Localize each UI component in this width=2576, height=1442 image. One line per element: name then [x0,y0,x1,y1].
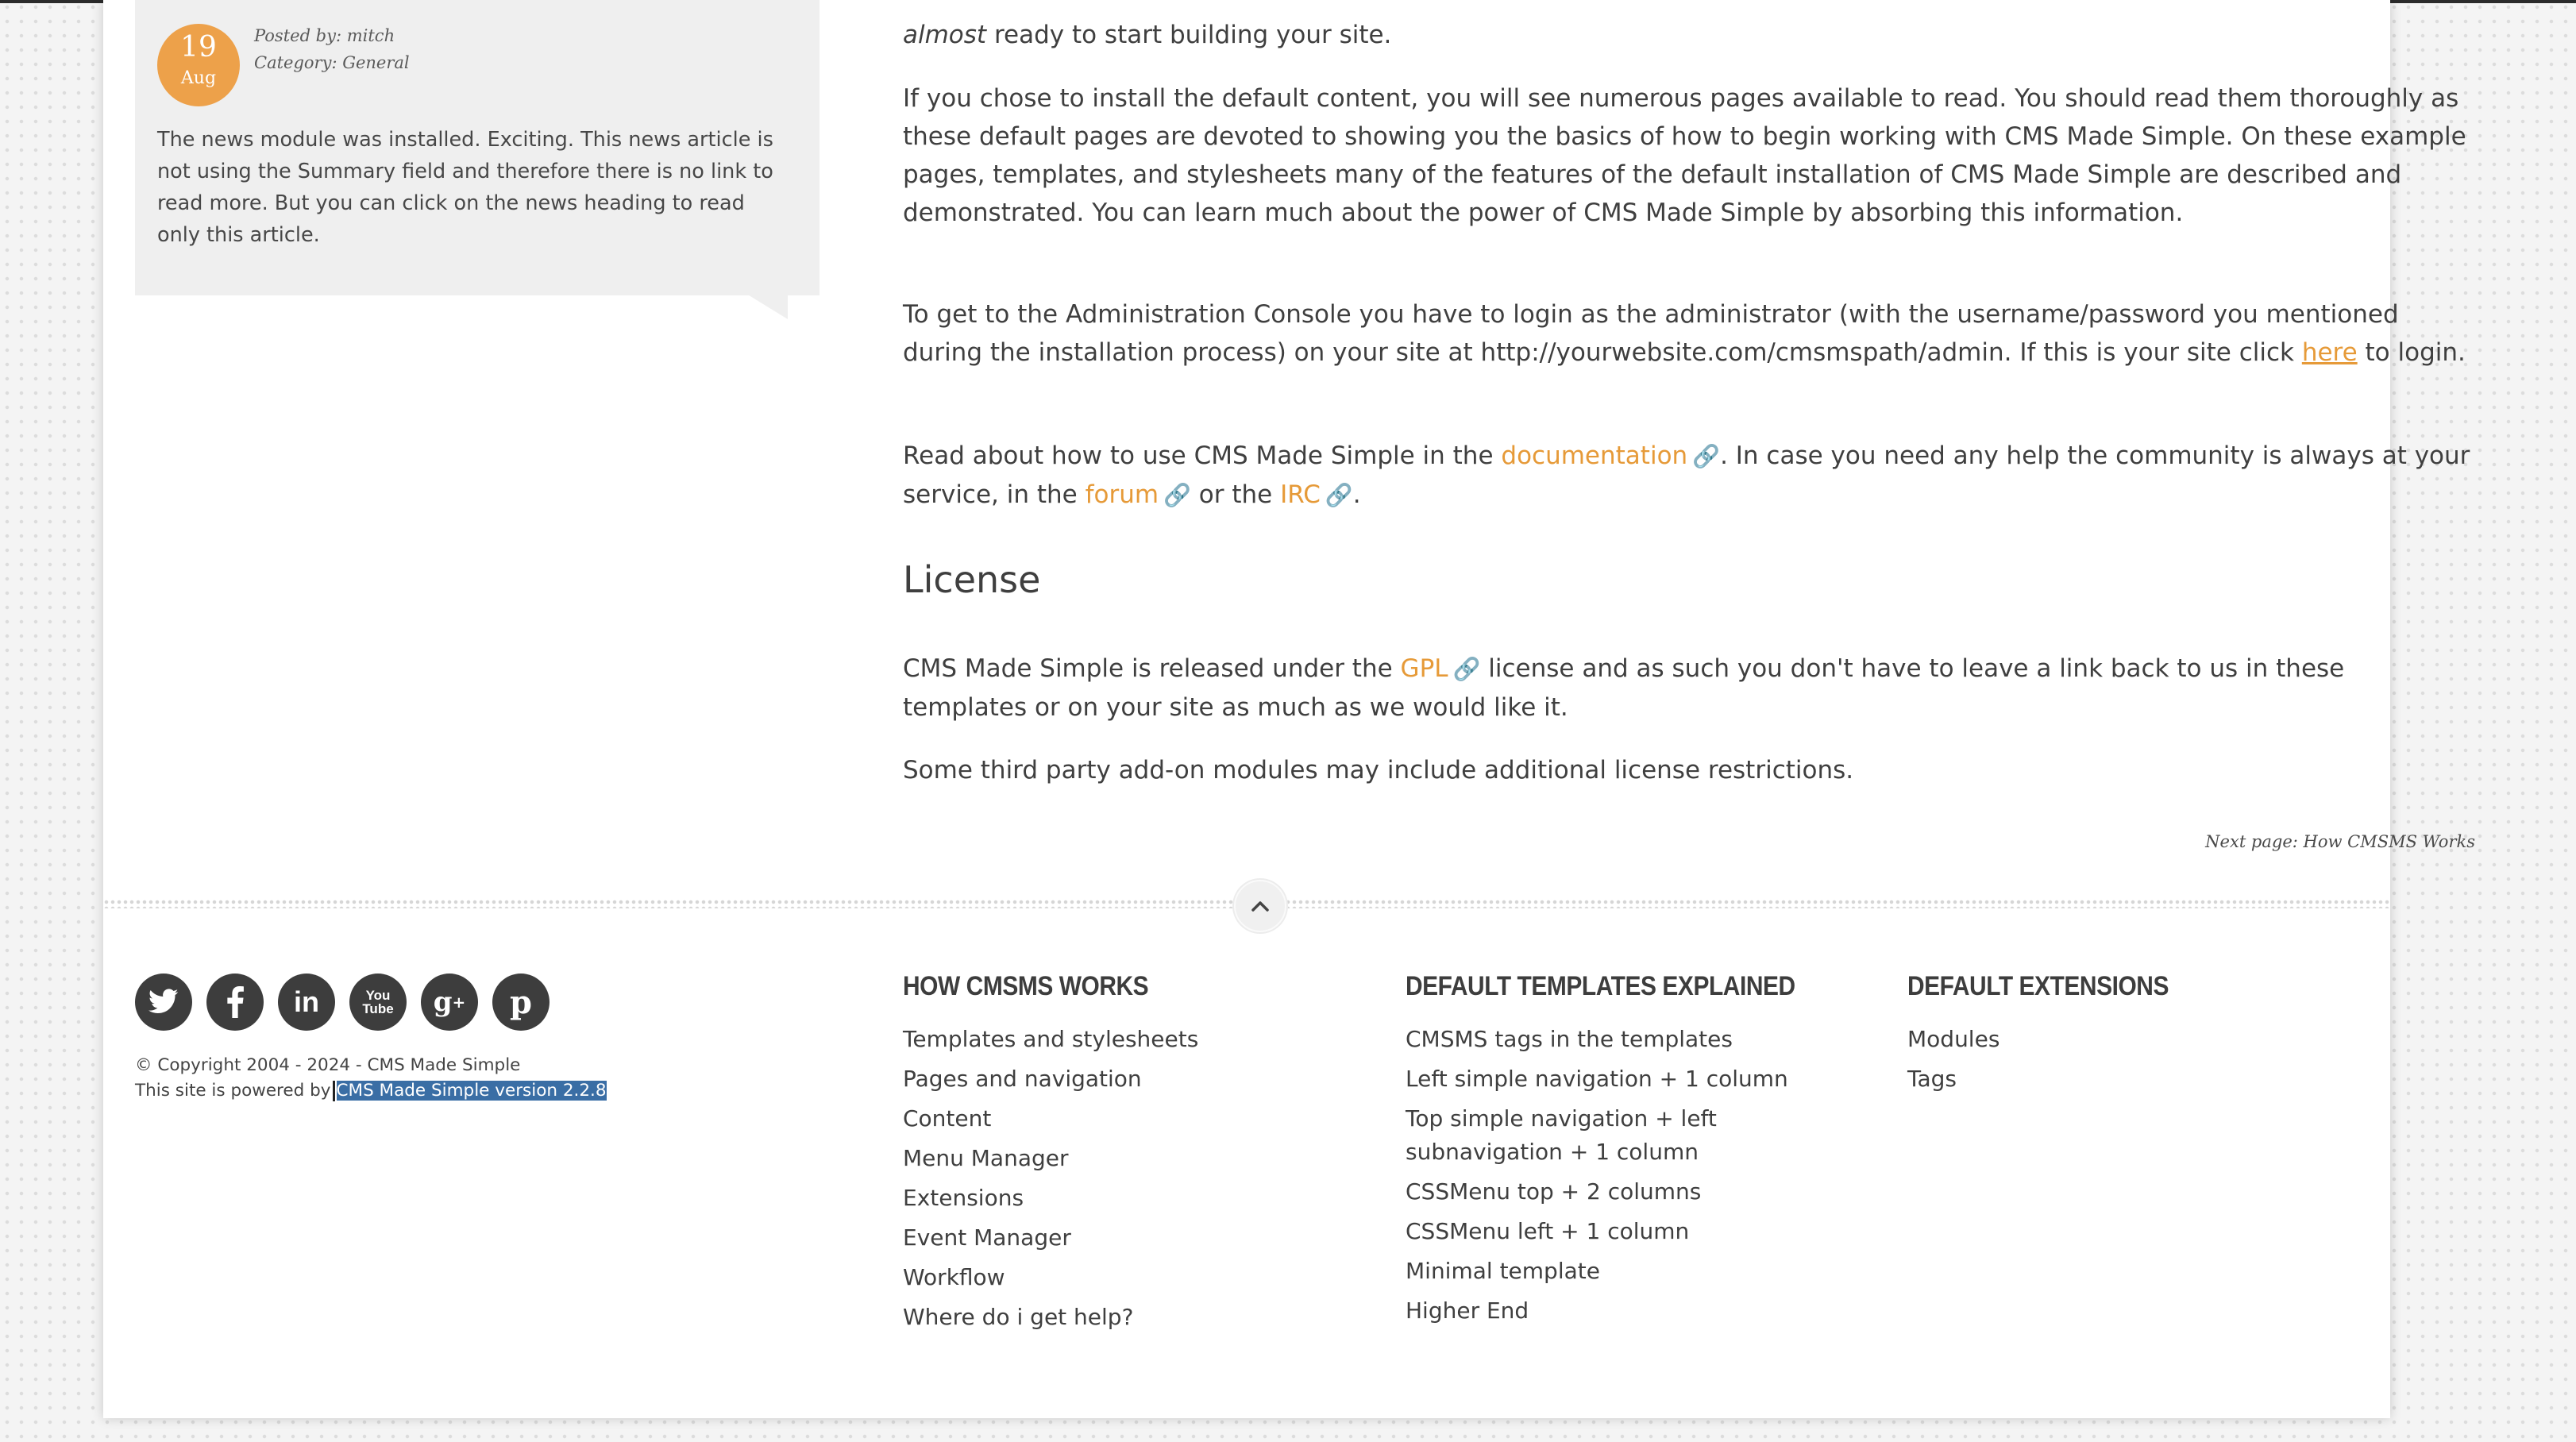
scroll-to-top-button[interactable] [1234,880,1286,932]
doc-text-d: . [1352,480,1361,509]
footer-link[interactable]: Content [903,1105,992,1132]
pinterest-icon[interactable]: p [492,974,550,1031]
copyright-text: © Copyright 2004 - 2024 - CMS Made Simple [135,1055,521,1075]
doc-text-a: Read about how to use CMS Made Simple in the [903,441,1502,470]
paragraph-third-party: Some third party add-on modules may include additional license restrictions. [903,756,1854,785]
youtube-icon[interactable]: You Tube [349,974,407,1031]
license-heading: License [903,558,1041,601]
paragraph-admin-console [903,295,2475,372]
footer-list-default-templates [1406,1023,1866,1328]
text-cursor-icon [333,1081,335,1101]
irc-link-label: IRC [1280,480,1321,509]
footer-link[interactable]: Extensions [903,1185,1024,1211]
news-box-tail [746,294,788,319]
footer-list-how-cmsms-works [903,1023,1379,1334]
admin-text-a: To get to the Administration Console you have to login as the administrator (with the username/password you mentioned during the installation process) on your site at http://yourwebsite.com/cmsmspath/admin. If this is your site click [903,300,2399,367]
footer-link[interactable]: Menu Manager [903,1145,1069,1171]
footer-list-default-extensions [1907,1023,2352,1096]
external-link-icon: 🔗 [1163,482,1191,508]
powered-by-prefix: This site is powered by [135,1081,331,1101]
forum-link-label: forum [1085,480,1159,509]
footer-link[interactable]: CSSMenu left + 1 column [1406,1218,1690,1244]
news-posted-by: Posted by: mitch [254,26,395,45]
news-date-month: Aug [180,68,217,88]
footer-link[interactable]: Workflow [903,1264,1005,1290]
footer-heading-how-cmsms-works: HOW CMSMS WORKS [903,971,1149,1001]
irc-link[interactable] [1280,480,1353,509]
facebook-icon[interactable] [206,974,264,1031]
footer-column-how-cmsms-works [903,969,1379,1340]
news-meta [254,22,410,76]
emphasis-almost: almost [903,21,987,49]
gpl-link-label: GPL [1400,654,1448,683]
news-date-badge [157,24,240,106]
chevron-up-icon [1250,899,1271,913]
forum-link[interactable] [1086,480,1191,509]
documentation-link[interactable] [1501,441,1720,470]
admin-text-b: to login. [2357,338,2466,367]
intro-end-text: ready to start building your site. [986,21,1392,49]
gpl-link[interactable] [1401,654,1481,683]
news-article-box [135,0,819,295]
login-here-link[interactable]: here [2301,338,2358,367]
page-container [103,0,2475,1418]
footer-link[interactable]: CMSMS tags in the templates [1406,1026,1733,1052]
social-icons [135,974,550,1031]
footer-column-default-extensions [1907,969,2352,1102]
footer-link[interactable]: CSSMenu top + 2 columns [1406,1178,1702,1205]
copyright-block [135,1053,607,1104]
footer-link[interactable]: Higher End [1406,1297,1529,1324]
news-body: The news module was installed. Exciting. This news article is not using the Summary field and therefore there is no link to read more. But you can click on the news heading to read only this article. [157,128,773,247]
paragraph-documentation [903,437,2475,515]
paragraph-license [903,650,2475,727]
doc-text-b: . In case you need any help the community is always at your service, in the [903,441,2470,509]
license-text-b: license and as such you don't have to leave a link back to us in these templates or on your site as much as we would like it. [903,654,2345,722]
doc-text-c: or the [1190,480,1281,509]
footer-link[interactable]: Templates and stylesheets [903,1026,1199,1052]
next-page-link[interactable]: Next page: How CMSMS Works [2205,832,2475,851]
google-plus-icon[interactable]: g + [421,974,478,1031]
license-text-a: CMS Made Simple is released under the [903,654,1401,683]
paragraph-default-content: If you chose to install the default content, you will see numerous pages available to read. You should read them thoroughly as these default pages are devoted to showing you the basics of how to begin working with CMS Made Simple. On these example pages, templates, and stylesheets many of the features of the default installation of CMS Made Simple are described and demonstrated. You can learn much about the power of CMS Made Simple by absorbing this information. [903,84,2466,227]
documentation-link-label: documentation [1501,441,1688,470]
footer-link[interactable]: Event Manager [903,1224,1071,1251]
footer-link[interactable]: Left simple navigation + 1 column [1406,1066,1788,1092]
footer-link[interactable]: Pages and navigation [903,1066,1142,1092]
twitter-icon[interactable] [135,974,192,1031]
footer-link[interactable]: Minimal template [1406,1258,1600,1284]
footer-link[interactable]: Modules [1907,1026,2000,1052]
footer-heading-default-templates: DEFAULT TEMPLATES EXPLAINED [1406,971,1795,1001]
powered-by-line [135,1078,607,1104]
paragraph-intro-end [903,16,1391,54]
footer-heading-default-extensions: DEFAULT EXTENSIONS [1907,971,2169,1001]
news-category: Category: General [254,53,410,72]
footer-column-default-templates [1406,969,1866,1334]
external-link-icon: 🔗 [1692,443,1721,469]
footer-link[interactable]: Tags [1907,1066,1957,1092]
news-date-day: 19 [180,31,217,64]
linkedin-icon[interactable]: in [278,974,335,1031]
external-link-icon: 🔗 [1452,656,1481,682]
external-link-icon: 🔗 [1325,482,1353,508]
footer-link[interactable]: Where do i get help? [903,1304,1134,1330]
cms-version-link[interactable]: CMS Made Simple version 2.2.8 [336,1081,607,1101]
footer-link[interactable]: Top simple navigation + left subnavigation + 1 column [1406,1105,1717,1165]
